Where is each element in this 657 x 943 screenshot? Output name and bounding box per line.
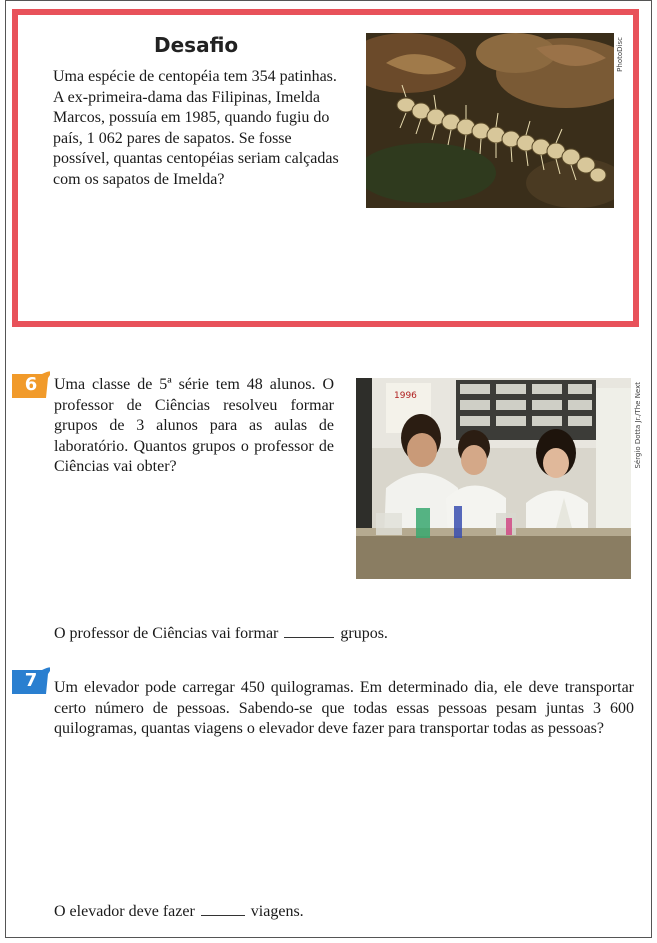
question-number-badge: [12, 370, 50, 398]
question-number-badge: [12, 666, 50, 694]
photo-credit: PhotoDisc: [616, 37, 624, 72]
answer-prefix: O professor de Ciências vai formar: [54, 625, 279, 642]
answer-prefix: O elevador deve fazer: [54, 903, 195, 920]
desafio-text: Uma espécie de centopéia tem 354 patinhas. A ex-primeira-dama das Filipinas, Imelda Marcos, possuía em 1985, quando fugiu do país, 1 062 pares de sapatos. Se fosse possível, quantas centopéias seriam calçadas com os sapatos de Imelda?: [53, 68, 339, 188]
answer-line: [54, 903, 304, 921]
question-number: 6: [24, 373, 38, 395]
centipede-photo: [366, 33, 614, 208]
photo-credit: Sérgio Dotta Jr./The Next: [634, 382, 642, 469]
answer-line: [54, 625, 388, 643]
answer-suffix: viagens.: [250, 903, 304, 920]
calendar-year: 1996: [394, 391, 417, 401]
answer-blank[interactable]: [284, 625, 334, 638]
desafio-title: Desafio: [154, 33, 239, 57]
answer-suffix: grupos.: [340, 625, 388, 642]
lab-photo: [356, 378, 631, 579]
answer-blank[interactable]: [201, 903, 245, 916]
question-text: Um elevador pode carregar 450 quilogramas. Em determinado dia, ele deve transportar certo número de pessoas. Sabendo-se que todas essas pessoas pesam juntas 3 600 quilogramas, quantas viagens o elevador deve fazer para transportar todas as pessoas?: [54, 679, 634, 737]
question-number: 7: [24, 669, 38, 691]
question-text: Uma classe de 5ª série tem 48 alunos. O professor de Ciências resolveu formar grupos de 3 alunos para as aulas de laboratório. Quantos grupos o professor de Ciências vai obter?: [54, 376, 334, 475]
desafio-box: [12, 9, 639, 327]
